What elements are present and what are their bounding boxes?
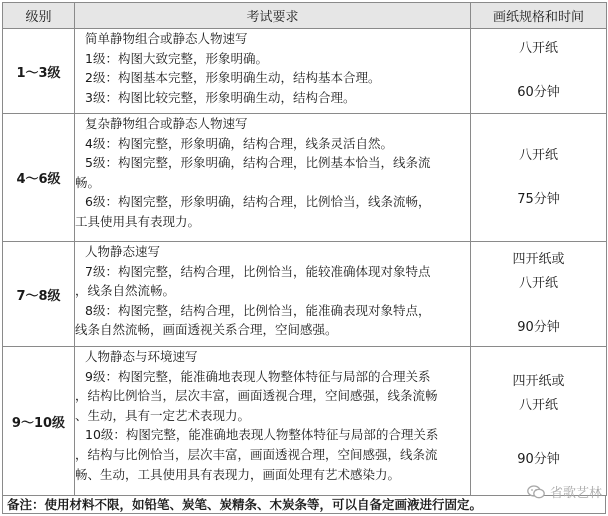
requirement-line: 6级：构图完整，形象明确，结构合理，比例恰当，线条流畅，	[85, 194, 431, 210]
spec-cell	[471, 29, 607, 114]
requirement-line: 工具使用具有表现力。	[75, 213, 201, 229]
requirements-cell	[75, 242, 471, 347]
requirement-line: 、生动，具有一定艺术表现力。	[75, 407, 251, 423]
requirement-line: ，结构与比例恰当，层次丰富，画面透视合理，空间感强，线条流	[75, 446, 438, 462]
level-cell: 1～3级	[3, 29, 75, 114]
paper-size: 八开纸	[518, 147, 558, 163]
requirement-line: 畅、生动，工具使用具有表现力，画面处理有艺术感染力。	[75, 466, 401, 482]
level-cell: 4～6级	[3, 114, 75, 242]
exam-time: 60分钟	[517, 85, 560, 100]
requirement-line: 9级：构图完整，能准确地表现人物整体特征与局部的合理关系	[85, 368, 431, 384]
requirement-line: 7级：构图完整，结构合理，比例恰当，能较准确体现对象特点	[85, 263, 431, 279]
requirement-heading: 人物静态速写	[85, 244, 161, 259]
requirement-line: 10级：构图完整，能准确地表现人物整体特征与局部的合理关系	[85, 427, 439, 443]
header-level: 级别	[3, 3, 75, 29]
requirement-line: ，结构比例恰当，层次丰富，画面透视合理，空间感强，线条流畅	[75, 388, 438, 404]
exam-time: 90分钟	[517, 320, 560, 335]
requirement-line: 3级：构图比较完整，形象明确生动，结构合理。	[85, 89, 356, 105]
spec-cell	[471, 114, 607, 242]
requirements-cell	[75, 29, 471, 114]
requirement-heading: 简单静物组合或静态人物速写	[85, 31, 248, 46]
paper-size: 八开纸	[518, 41, 558, 56]
level-cell: 7～8级	[3, 242, 75, 347]
requirement-line: 4级：构图完整，形象明确，结构合理，线条灵活自然。	[85, 135, 393, 151]
footer-note: 备注：使用材料不限，如铅笔、炭笔、炭精条、木炭条等，可以自备定画液进行固定。	[2, 495, 606, 514]
requirement-line: 畅。	[75, 174, 101, 190]
requirement-heading: 复杂静物组合或静态人物速写	[85, 116, 248, 131]
header-spec: 画纸规格和时间	[471, 3, 607, 29]
requirements-cell	[75, 347, 471, 496]
requirements-cell	[75, 114, 471, 242]
table-row	[3, 29, 607, 114]
exam-time: 90分钟	[517, 452, 560, 467]
paper-size: 八开纸	[518, 398, 558, 413]
table-row	[3, 114, 607, 242]
spec-cell	[471, 242, 607, 347]
table-row	[3, 242, 607, 347]
header-requirements: 考试要求	[75, 3, 471, 29]
requirement-line: 5级：构图完整，形象明确，结构合理，比例基本恰当，线条流	[85, 155, 431, 171]
table-row	[3, 347, 607, 496]
exam-requirements-table	[2, 2, 607, 496]
spec-cell	[471, 347, 607, 496]
paper-size: 八开纸	[518, 276, 558, 291]
paper-size: 四开纸或	[512, 374, 565, 389]
table-header-row	[3, 3, 607, 29]
requirement-line: 1级：构图大致完整，形象明确。	[85, 50, 268, 66]
watermark-text: 省歌艺林	[549, 486, 602, 501]
requirement-heading: 人物静态与环境速写	[85, 349, 198, 364]
paper-size: 四开纸或	[512, 252, 565, 267]
level-cell: 9～10级	[3, 347, 75, 496]
requirement-line: 2级：构图基本完整，形象明确生动，结构基本合理。	[85, 70, 381, 86]
requirement-line: 8级：构图完整，结构合理，比例恰当，能准确表现对象特点，	[85, 302, 431, 318]
requirement-line: ，线条自然流畅。	[75, 283, 176, 299]
exam-time: 75分钟	[517, 191, 560, 207]
requirement-line: 线条自然流畅，画面透视关系合理，空间感强。	[75, 322, 338, 338]
